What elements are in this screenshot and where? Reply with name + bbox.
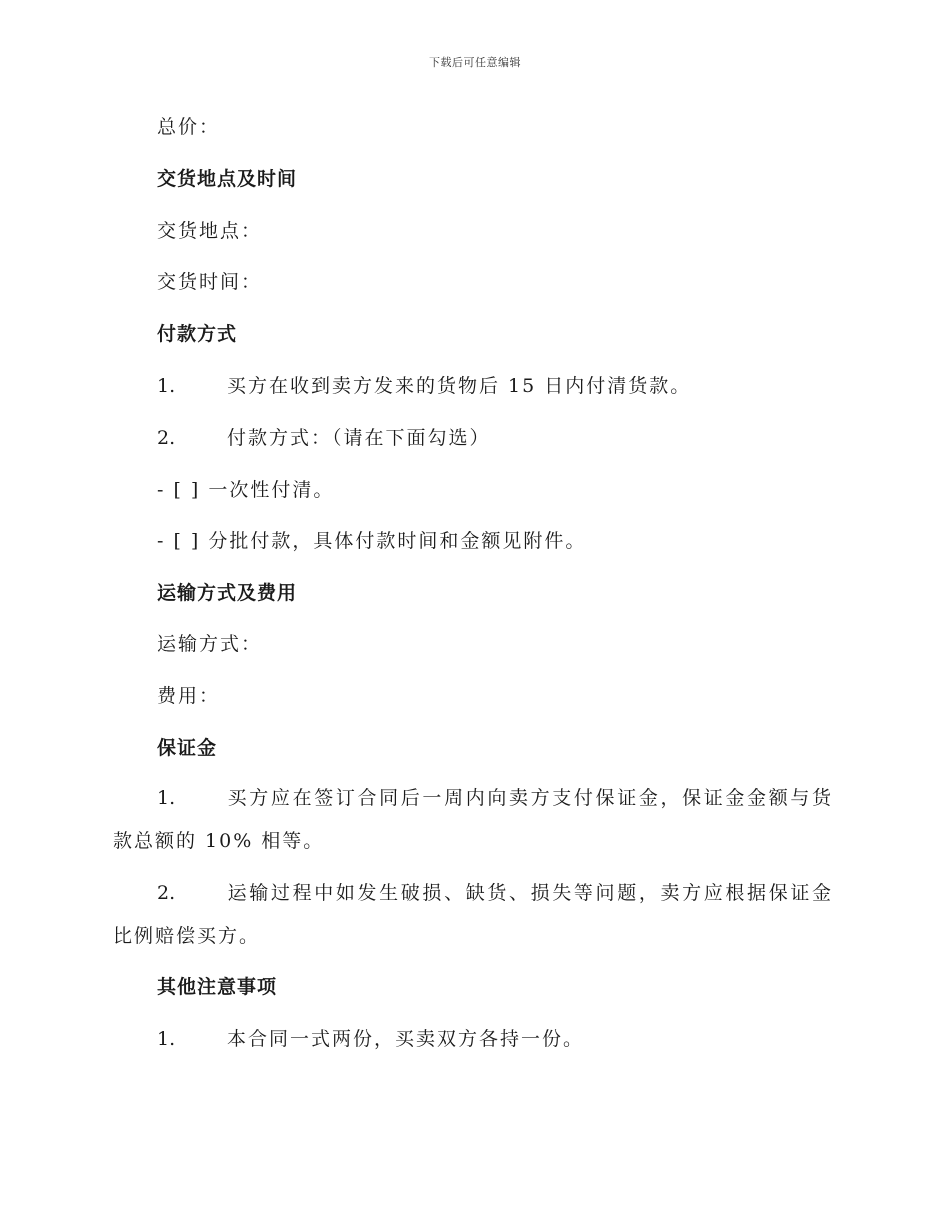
deposit-item-1 <box>113 777 833 863</box>
list-text: 付款方式：（请在下面勾选） <box>227 427 491 449</box>
delivery-time-label: 交货时间： <box>157 271 263 293</box>
list-number: 2. <box>157 882 176 904</box>
transport-heading: 运输方式及费用 <box>157 582 298 604</box>
payment-item-1 <box>157 373 691 399</box>
list-text: 本合同一式两份，买卖双方各持一份。 <box>227 1028 585 1050</box>
total-price-label: 总价： <box>157 116 221 138</box>
page-header-note: 下载后可任意编辑 <box>429 56 521 69</box>
list-number: 1. <box>157 1028 176 1050</box>
deposit-item-2 <box>113 872 833 958</box>
list-number: 1. <box>157 787 176 809</box>
list-number: 2. <box>157 427 176 449</box>
list-text: 买方应在签订合同后一周内向卖方支付保证金，保证金金额与货款总额的 10% 相等。 <box>113 787 833 852</box>
option-installment: - [ ] 分批付款，具体付款时间和金额见附件。 <box>157 530 587 552</box>
deposit-heading: 保证金 <box>157 737 218 759</box>
transport-method-label: 运输方式： <box>157 633 263 655</box>
list-text: 运输过程中如发生破损、缺货、损失等问题，卖方应根据保证金比例赔偿买方。 <box>113 882 833 947</box>
list-number: 1. <box>157 375 176 397</box>
transport-fee-label: 费用： <box>157 685 221 707</box>
payment-heading: 付款方式 <box>157 323 238 345</box>
delivery-place-label: 交货地点： <box>157 220 263 242</box>
option-lump-sum: - [ ] 一次性付清。 <box>157 479 335 501</box>
list-text: 买方在收到卖方发来的货物后 15 日内付清货款。 <box>227 375 692 397</box>
other-item-1 <box>157 1026 584 1052</box>
delivery-heading: 交货地点及时间 <box>157 168 298 190</box>
other-heading: 其他注意事项 <box>157 976 278 998</box>
payment-item-2 <box>157 425 491 451</box>
